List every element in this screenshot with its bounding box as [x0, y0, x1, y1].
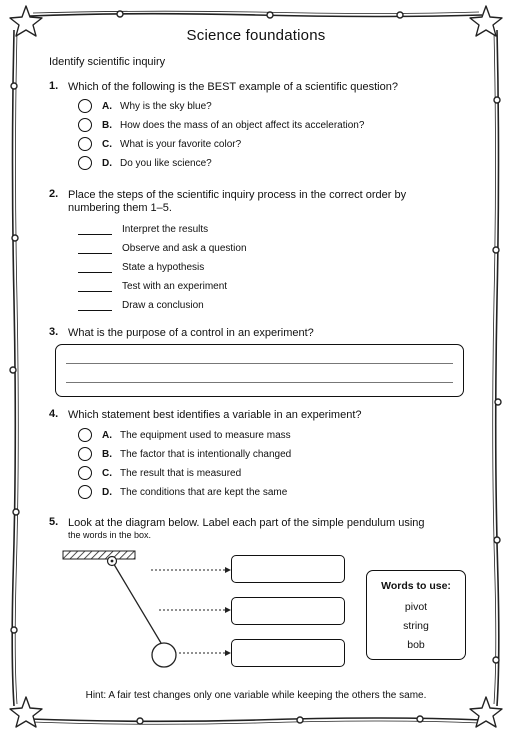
q2-number: 2. [49, 188, 59, 200]
step-text: Test with an experiment [122, 280, 228, 292]
ceiling-support [63, 551, 135, 559]
radio-circle-icon[interactable] [78, 485, 92, 499]
q1-text: Which of the following is the BEST example of a scientific question? [68, 81, 398, 93]
pendulum-bob [152, 643, 176, 667]
option-letter: D. [102, 486, 112, 498]
q3-number: 3. [49, 326, 59, 338]
pivot-point-center [111, 560, 114, 563]
radio-circle-icon[interactable] [78, 137, 92, 151]
q4-number: 4. [49, 408, 59, 420]
option-letter: C. [102, 138, 112, 150]
pendulum-string [112, 561, 161, 643]
q2-step-row [78, 241, 247, 255]
answer-blank[interactable] [78, 243, 112, 254]
radio-circle-icon[interactable] [78, 99, 92, 113]
q2-text-line1: Place the steps of the scientific inquiry process in the correct order by [68, 189, 407, 201]
q4-option-d[interactable] [78, 485, 287, 499]
option-letter: D. [102, 157, 112, 169]
option-letter: A. [102, 100, 112, 112]
option-letter: B. [102, 448, 112, 460]
answer-blank[interactable] [78, 281, 112, 292]
label-box-string[interactable] [231, 597, 345, 625]
label-box-pivot[interactable] [231, 555, 345, 583]
word-item: string [403, 620, 429, 632]
q5-number: 5. [49, 516, 59, 528]
q3-text: What is the purpose of a control in an experiment? [68, 327, 314, 339]
q4-option-c[interactable] [78, 466, 241, 480]
option-text: What is your favorite color? [120, 138, 242, 150]
q4-option-b[interactable] [78, 447, 291, 461]
option-text: How does the mass of an object affect its acceleration? [120, 119, 365, 131]
q2-step-row [78, 260, 204, 274]
answer-blank[interactable] [78, 224, 112, 235]
option-text: The factor that is intentionally changed [120, 448, 292, 460]
q1-number: 1. [49, 80, 59, 92]
q2-step-row [78, 298, 204, 312]
radio-circle-icon[interactable] [78, 428, 92, 442]
answer-blank[interactable] [78, 262, 112, 273]
word-item: bob [407, 639, 425, 651]
option-text: Do you like science? [120, 157, 212, 169]
q1-option-b[interactable] [78, 118, 364, 132]
q1-option-a[interactable] [78, 99, 212, 113]
option-letter: B. [102, 119, 112, 131]
q4-option-a[interactable] [78, 428, 291, 442]
step-text: State a hypothesis [122, 261, 205, 273]
q5-text-line2: the words in the box. [68, 530, 152, 540]
q3-answer-box[interactable] [55, 344, 464, 397]
option-text: The conditions that are kept the same [120, 486, 288, 498]
option-letter: C. [102, 467, 112, 479]
hint-text: Hint: A fair test changes only one variable while keeping the others the same. [85, 690, 427, 701]
q4-text: Which statement best identifies a variable in an experiment? [68, 409, 362, 421]
word-item: pivot [404, 601, 428, 613]
option-letter: A. [102, 429, 112, 441]
word-box-title: Words to use: [381, 580, 451, 592]
writing-line [66, 363, 453, 364]
q2-step-row [78, 279, 227, 293]
answer-blank[interactable] [78, 300, 112, 311]
q2-step-row [78, 222, 208, 236]
label-box-bob[interactable] [231, 639, 345, 667]
option-text: Why is the sky blue? [120, 100, 212, 112]
option-text: The result that is measured [120, 467, 242, 479]
q1-option-d[interactable] [78, 156, 212, 170]
worksheet-subtitle: Identify scientific inquiry [49, 56, 166, 68]
q5-text-line1: Look at the diagram below. Label each part of the simple pendulum using [68, 517, 425, 529]
pendulum-diagram [55, 545, 235, 675]
radio-circle-icon[interactable] [78, 447, 92, 461]
radio-circle-icon[interactable] [78, 466, 92, 480]
radio-circle-icon[interactable] [78, 156, 92, 170]
step-text: Interpret the results [122, 223, 209, 235]
q2-text-line2: numbering them 1–5. [68, 202, 172, 214]
writing-line [66, 382, 453, 383]
option-text: The equipment used to measure mass [120, 429, 291, 441]
word-box [366, 570, 466, 660]
page-title: Science foundations [186, 27, 326, 44]
step-text: Draw a conclusion [122, 299, 204, 311]
radio-circle-icon[interactable] [78, 118, 92, 132]
q1-option-c[interactable] [78, 137, 241, 151]
step-text: Observe and ask a question [122, 242, 247, 254]
